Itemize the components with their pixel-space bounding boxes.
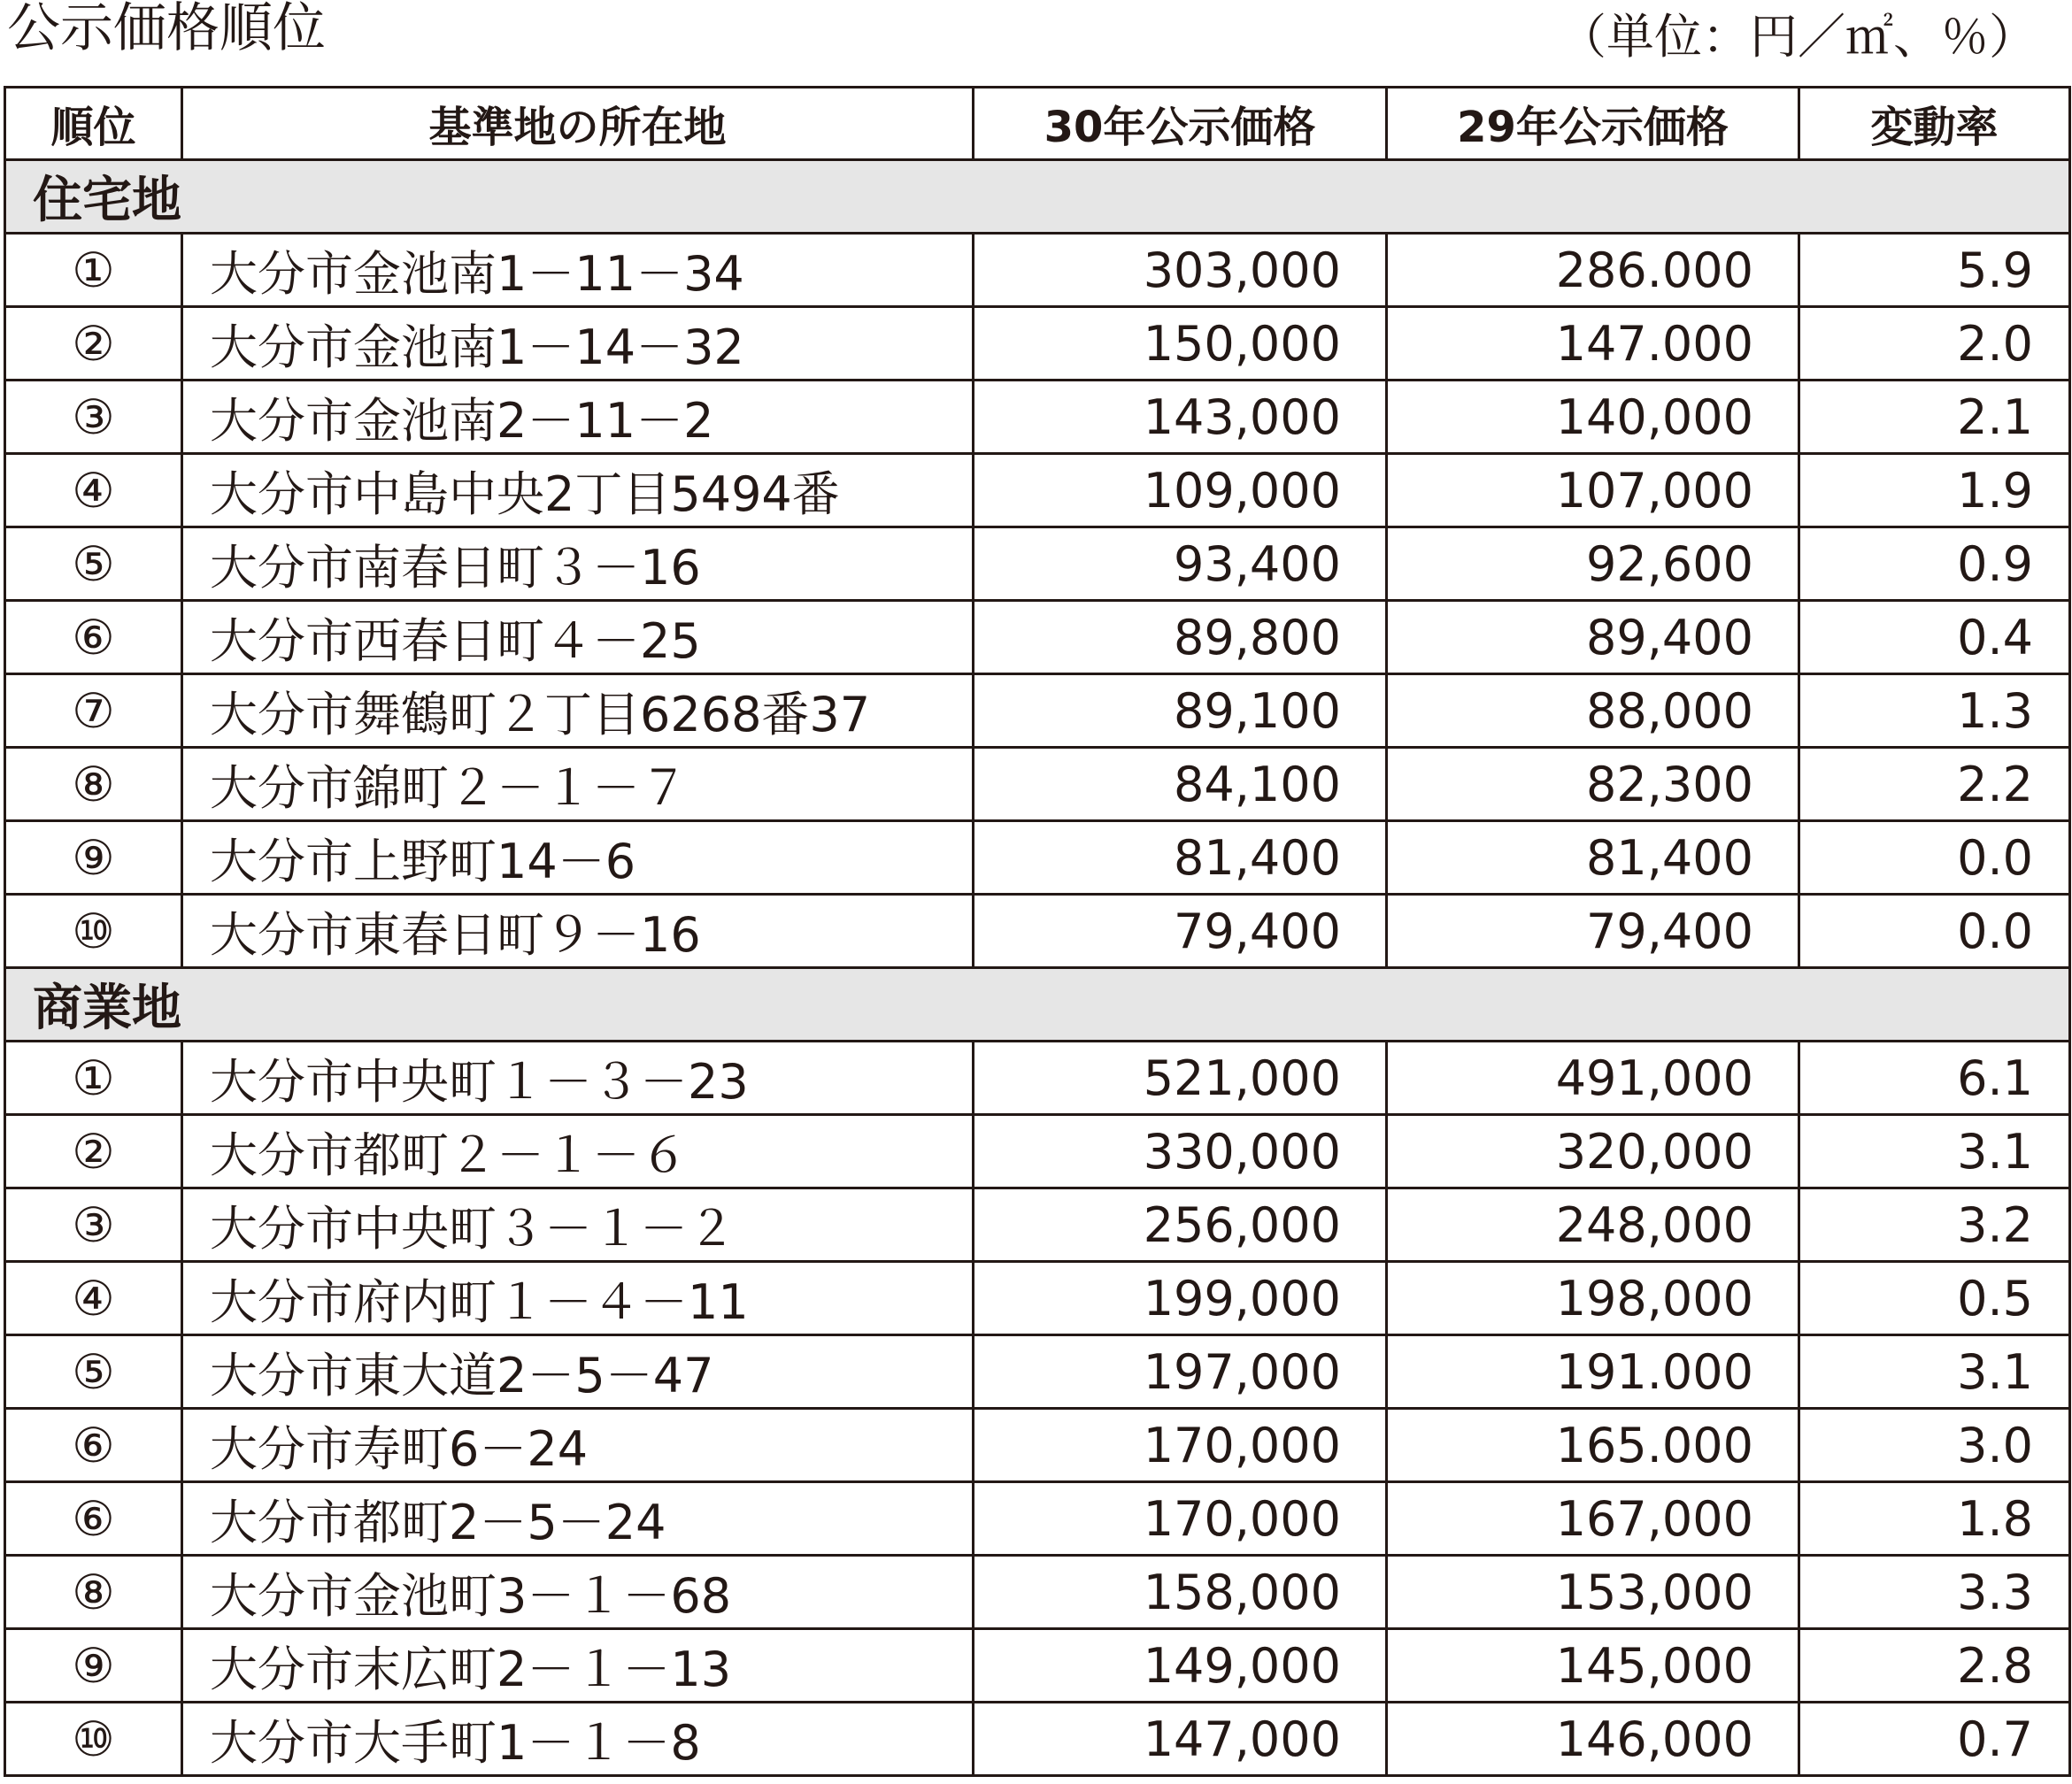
header-price29: 29年公示価格 bbox=[1387, 88, 1799, 160]
section-row bbox=[5, 160, 2070, 234]
price29-cell: 107,000 bbox=[1387, 454, 1799, 527]
rate-cell: 2.1 bbox=[1799, 381, 2070, 454]
price29-cell: 146,000 bbox=[1387, 1703, 1799, 1776]
table-row bbox=[5, 1188, 2070, 1262]
price30-cell: 170,000 bbox=[974, 1482, 1387, 1556]
table-row bbox=[5, 601, 2070, 674]
unit-note: （単位：円／㎡、％） bbox=[1559, 9, 2037, 65]
price30-cell: 170,000 bbox=[974, 1409, 1387, 1482]
price29-cell: 92,600 bbox=[1387, 527, 1799, 601]
rate-cell: 1.3 bbox=[1799, 674, 2070, 748]
header-rate: 変動率 bbox=[1799, 88, 2070, 160]
price29-cell: 191.000 bbox=[1387, 1335, 1799, 1409]
price29-cell: 147.000 bbox=[1387, 307, 1799, 381]
address-cell: 大分市西春日町４－25 bbox=[182, 601, 974, 674]
address-cell: 大分市末広町2－１－13 bbox=[182, 1629, 974, 1703]
address-cell: 大分市東大道2－5－47 bbox=[182, 1335, 974, 1409]
rate-cell: 1.8 bbox=[1799, 1482, 2070, 1556]
rank-cell: ⑥ bbox=[5, 1482, 182, 1556]
rate-cell: 2.0 bbox=[1799, 307, 2070, 381]
rank-cell: ⑤ bbox=[5, 527, 182, 601]
table-row bbox=[5, 895, 2070, 968]
table-row bbox=[5, 234, 2070, 307]
address-cell: 大分市金池町3－１－68 bbox=[182, 1556, 974, 1629]
price30-cell: 89,100 bbox=[974, 674, 1387, 748]
price30-cell: 84,100 bbox=[974, 748, 1387, 821]
section-label: 商業地 bbox=[5, 968, 2070, 1042]
rank-cell: ⑩ bbox=[5, 1703, 182, 1776]
address-cell: 大分市金池南1－14－32 bbox=[182, 307, 974, 381]
table-row bbox=[5, 821, 2070, 895]
table-row bbox=[5, 674, 2070, 748]
price29-cell: 165.000 bbox=[1387, 1409, 1799, 1482]
address-cell: 大分市寿町6－24 bbox=[182, 1409, 974, 1482]
price30-cell: 81,400 bbox=[974, 821, 1387, 895]
address-cell: 大分市中央町１－３－23 bbox=[182, 1042, 974, 1115]
table-row bbox=[5, 1703, 2070, 1776]
rank-cell: ① bbox=[5, 234, 182, 307]
address-cell: 大分市金池南2－11－2 bbox=[182, 381, 974, 454]
rank-cell: ⑨ bbox=[5, 1629, 182, 1703]
price29-cell: 82,300 bbox=[1387, 748, 1799, 821]
rank-cell: ⑥ bbox=[5, 1409, 182, 1482]
price29-cell: 491,000 bbox=[1387, 1042, 1799, 1115]
rate-cell: 2.2 bbox=[1799, 748, 2070, 821]
price30-cell: 158,000 bbox=[974, 1556, 1387, 1629]
rank-cell: ④ bbox=[5, 454, 182, 527]
address-cell: 大分市大手町1－１－8 bbox=[182, 1703, 974, 1776]
rate-cell: 6.1 bbox=[1799, 1042, 2070, 1115]
price30-cell: 521,000 bbox=[974, 1042, 1387, 1115]
rank-cell: ③ bbox=[5, 381, 182, 454]
price29-cell: 145,000 bbox=[1387, 1629, 1799, 1703]
price29-cell: 79,400 bbox=[1387, 895, 1799, 968]
address-cell: 大分市東春日町９－16 bbox=[182, 895, 974, 968]
price29-cell: 248,000 bbox=[1387, 1188, 1799, 1262]
rate-cell: 5.9 bbox=[1799, 234, 2070, 307]
address-cell: 大分市錦町２－１－７ bbox=[182, 748, 974, 821]
price29-cell: 198,000 bbox=[1387, 1262, 1799, 1335]
header-address: 基準地の所在地 bbox=[182, 88, 974, 160]
table-row bbox=[5, 1629, 2070, 1703]
table-row bbox=[5, 1335, 2070, 1409]
rate-cell: 0.0 bbox=[1799, 895, 2070, 968]
price29-cell: 81,400 bbox=[1387, 821, 1799, 895]
rate-cell: 0.0 bbox=[1799, 821, 2070, 895]
price29-cell: 320,000 bbox=[1387, 1115, 1799, 1188]
rate-cell: 0.4 bbox=[1799, 601, 2070, 674]
section-label: 住宅地 bbox=[5, 160, 2070, 234]
rank-cell: ⑤ bbox=[5, 1335, 182, 1409]
address-cell: 大分市府内町１－４－11 bbox=[182, 1262, 974, 1335]
table-row bbox=[5, 381, 2070, 454]
rank-cell: ⑩ bbox=[5, 895, 182, 968]
rank-cell: ⑧ bbox=[5, 748, 182, 821]
address-cell: 大分市南春日町３－16 bbox=[182, 527, 974, 601]
price-ranking-table bbox=[4, 86, 2071, 1777]
table-row bbox=[5, 1409, 2070, 1482]
price29-cell: 167,000 bbox=[1387, 1482, 1799, 1556]
table-row bbox=[5, 307, 2070, 381]
price30-cell: 199,000 bbox=[974, 1262, 1387, 1335]
price30-cell: 149,000 bbox=[974, 1629, 1387, 1703]
price29-cell: 88,000 bbox=[1387, 674, 1799, 748]
price30-cell: 89,800 bbox=[974, 601, 1387, 674]
header-price30: 30年公示価格 bbox=[974, 88, 1387, 160]
table-row bbox=[5, 1262, 2070, 1335]
rank-cell: ① bbox=[5, 1042, 182, 1115]
table-row bbox=[5, 1556, 2070, 1629]
address-cell: 大分市上野町14－6 bbox=[182, 821, 974, 895]
price30-cell: 109,000 bbox=[974, 454, 1387, 527]
table-row bbox=[5, 1482, 2070, 1556]
address-cell: 大分市中島中央2丁目5494番 bbox=[182, 454, 974, 527]
price30-cell: 143,000 bbox=[974, 381, 1387, 454]
header-row bbox=[5, 88, 2070, 160]
rate-cell: 3.1 bbox=[1799, 1115, 2070, 1188]
rank-cell: ⑧ bbox=[5, 1556, 182, 1629]
header-rank: 順位 bbox=[5, 88, 182, 160]
table-row bbox=[5, 527, 2070, 601]
price30-cell: 303,000 bbox=[974, 234, 1387, 307]
price29-cell: 286.000 bbox=[1387, 234, 1799, 307]
rate-cell: 0.5 bbox=[1799, 1262, 2070, 1335]
table-row bbox=[5, 748, 2070, 821]
rate-cell: 0.7 bbox=[1799, 1703, 2070, 1776]
price30-cell: 330,000 bbox=[974, 1115, 1387, 1188]
address-cell: 大分市都町２－１－６ bbox=[182, 1115, 974, 1188]
rank-cell: ⑥ bbox=[5, 601, 182, 674]
rank-cell: ② bbox=[5, 1115, 182, 1188]
rate-cell: 2.8 bbox=[1799, 1629, 2070, 1703]
price29-cell: 89,400 bbox=[1387, 601, 1799, 674]
rank-cell: ③ bbox=[5, 1188, 182, 1262]
price30-cell: 197,000 bbox=[974, 1335, 1387, 1409]
rank-cell: ④ bbox=[5, 1262, 182, 1335]
rate-cell: 1.9 bbox=[1799, 454, 2070, 527]
price29-cell: 140,000 bbox=[1387, 381, 1799, 454]
price29-cell: 153,000 bbox=[1387, 1556, 1799, 1629]
rate-cell: 0.9 bbox=[1799, 527, 2070, 601]
table-row bbox=[5, 1042, 2070, 1115]
price30-cell: 79,400 bbox=[974, 895, 1387, 968]
address-cell: 大分市都町2－5－24 bbox=[182, 1482, 974, 1556]
rate-cell: 3.2 bbox=[1799, 1188, 2070, 1262]
page-title: 公示価格順位 bbox=[7, 0, 326, 59]
address-cell: 大分市中央町３－１－２ bbox=[182, 1188, 974, 1262]
section-row bbox=[5, 968, 2070, 1042]
price30-cell: 150,000 bbox=[974, 307, 1387, 381]
table-row bbox=[5, 1115, 2070, 1188]
table-row bbox=[5, 454, 2070, 527]
price30-cell: 147,000 bbox=[974, 1703, 1387, 1776]
rate-cell: 3.3 bbox=[1799, 1556, 2070, 1629]
table-body bbox=[5, 160, 2070, 1776]
price30-cell: 93,400 bbox=[974, 527, 1387, 601]
rank-cell: ② bbox=[5, 307, 182, 381]
rank-cell: ⑨ bbox=[5, 821, 182, 895]
rate-cell: 3.1 bbox=[1799, 1335, 2070, 1409]
address-cell: 大分市金池南1－11－34 bbox=[182, 234, 974, 307]
address-cell: 大分市舞鶴町２丁目6268番37 bbox=[182, 674, 974, 748]
rank-cell: ⑦ bbox=[5, 674, 182, 748]
price30-cell: 256,000 bbox=[974, 1188, 1387, 1262]
rate-cell: 3.0 bbox=[1799, 1409, 2070, 1482]
